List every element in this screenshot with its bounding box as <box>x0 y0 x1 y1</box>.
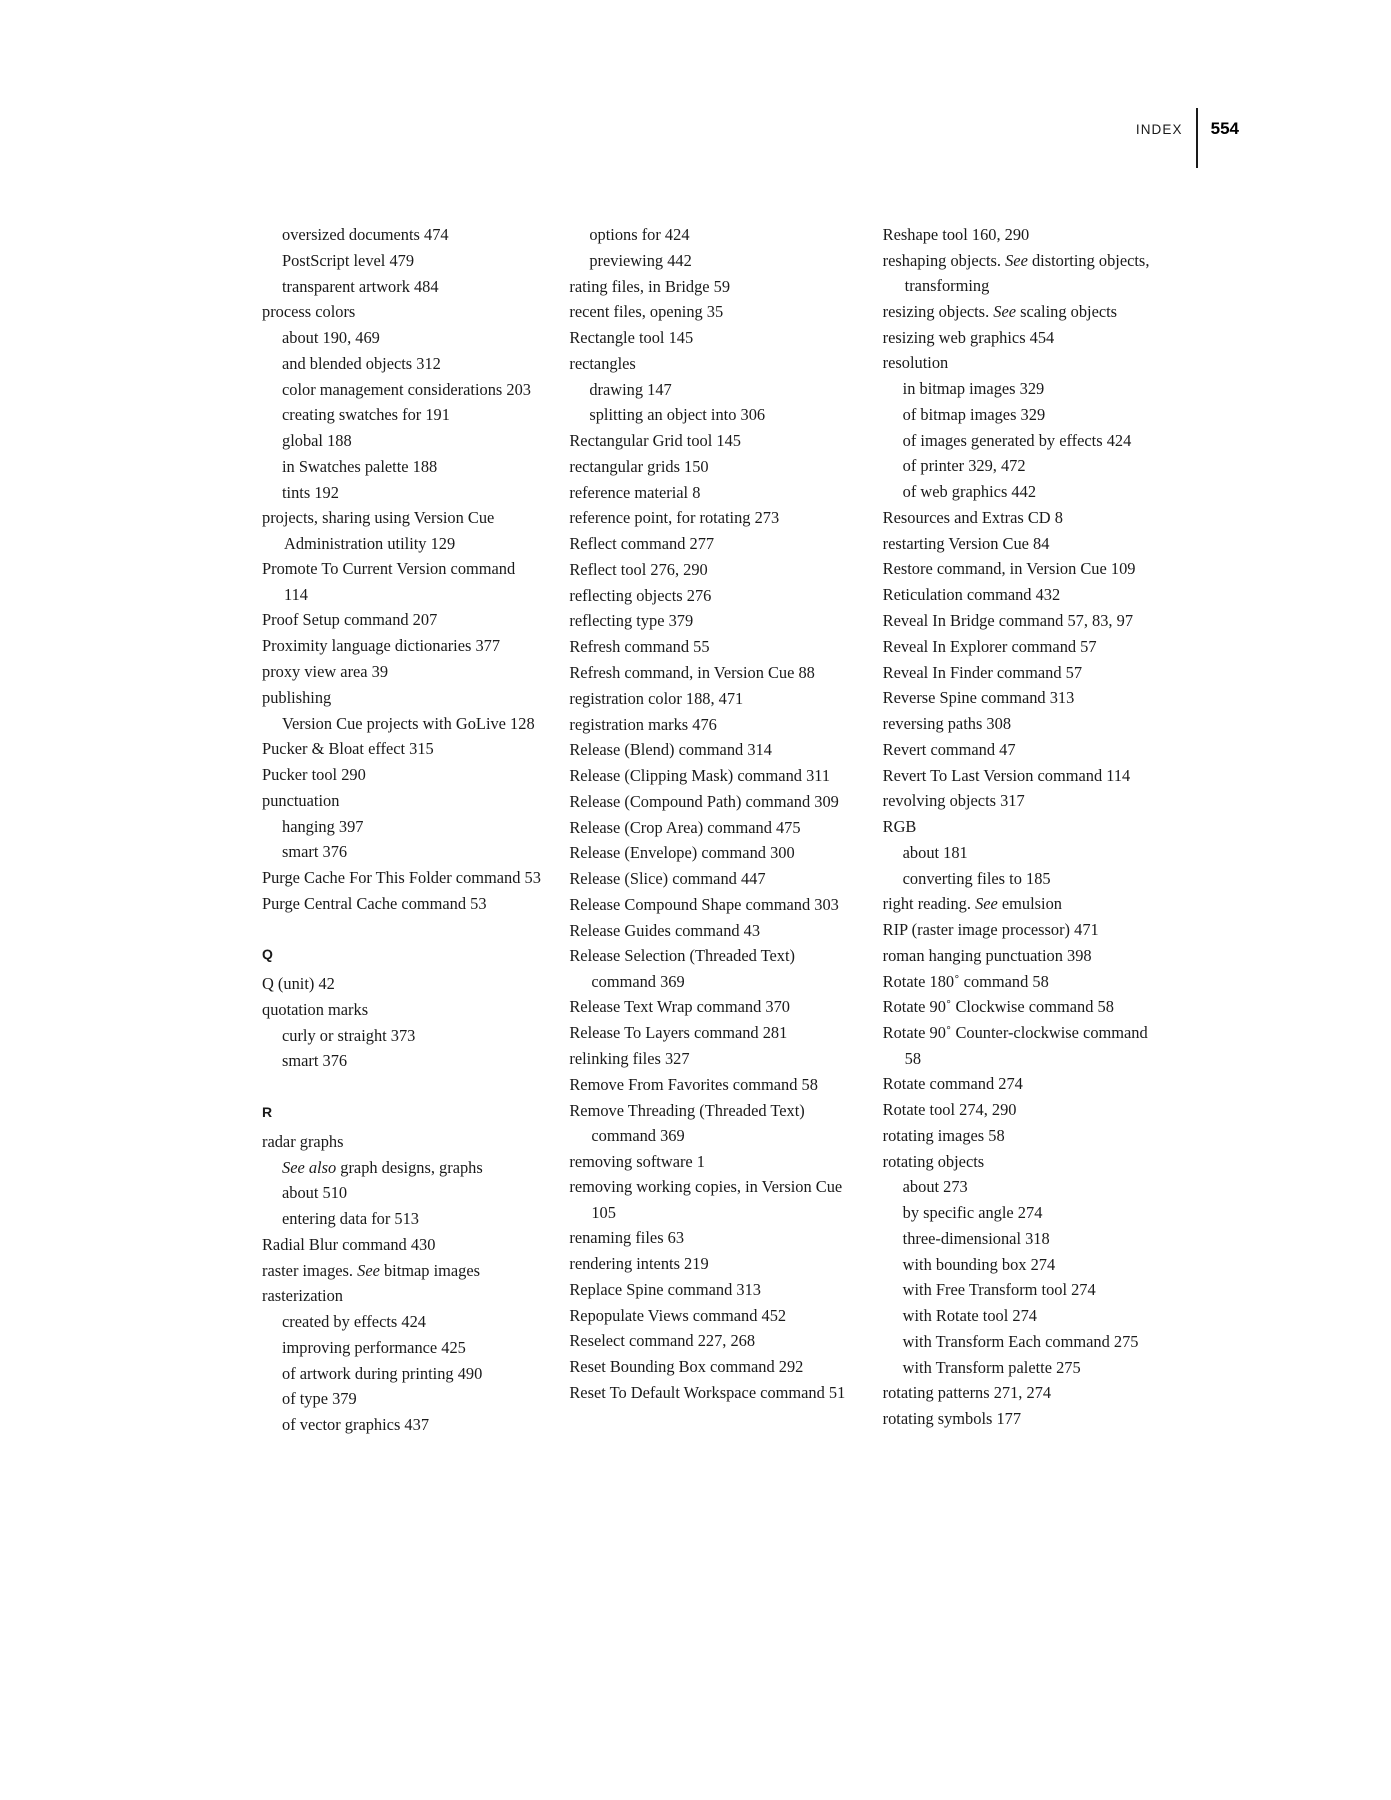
index-entry: recent files, opening 35 <box>569 302 724 322</box>
index-entry: Rectangular Grid tool 145 <box>569 431 741 451</box>
index-entry: Reselect command 227, 268 <box>569 1331 756 1351</box>
index-entry: Pucker & Bloat effect 315 <box>262 739 434 759</box>
index-entry: with bounding box 274 <box>902 1254 1056 1274</box>
index-column-2 <box>569 222 854 1438</box>
index-entry: Rotate 180˚ command 58 <box>882 971 1049 991</box>
index-entry: proxy view area 39 <box>262 662 389 682</box>
index-entry: about 190, 469 <box>282 328 380 348</box>
index-entry: Release (Slice) command 447 <box>569 869 766 889</box>
index-entry: Reverse Spine command 313 <box>882 688 1075 708</box>
index-entry: Refresh command, in Version Cue 88 <box>569 663 815 683</box>
index-entry: rasterization <box>262 1286 344 1306</box>
index-entry: Reshape tool 160, 290 <box>882 225 1030 244</box>
index-entry: Rotate 90˚ Clockwise command 58 <box>882 997 1114 1017</box>
index-entry: in bitmap images 329 <box>902 379 1045 399</box>
index-entry: Purge Cache For This Folder command 53 <box>262 868 541 888</box>
index-entry: of type 379 <box>282 1389 357 1409</box>
index-entry: global 188 <box>282 431 352 451</box>
index-entry: by specific angle 274 <box>902 1203 1043 1223</box>
index-entry: created by effects 424 <box>282 1312 426 1332</box>
index-entry: with Transform palette 275 <box>902 1357 1081 1377</box>
index-entry: smart 376 <box>282 842 348 862</box>
header-label: INDEX <box>1135 121 1183 137</box>
index-entry: radar graphs <box>262 1131 344 1151</box>
index-entry: publishing <box>262 687 332 707</box>
index-entry: in Swatches palette 188 <box>282 456 438 476</box>
index-entry: rating files, in Bridge 59 <box>569 276 731 296</box>
index-entry: Release (Compound Path) command 309 <box>569 791 839 811</box>
index-entry: Purge Central Cache command 53 <box>262 893 487 913</box>
index-entry: reflecting objects 276 <box>569 585 712 605</box>
index-entry: Reset Bounding Box command 292 <box>569 1357 804 1377</box>
index-entry: Reveal In Bridge command 57, 83, 97 <box>882 610 1134 630</box>
index-entry: Q (unit) 42 <box>262 974 335 994</box>
index-entry: Reset To Default Workspace command 51 <box>569 1382 846 1402</box>
index-entry: Release (Blend) command 314 <box>569 740 772 760</box>
index-entry: smart 376 <box>282 1051 348 1071</box>
index-entry: of web graphics 442 <box>902 482 1037 502</box>
index-entry: Reflect command 277 <box>569 534 715 554</box>
index-entry: rotating images 58 <box>882 1125 1005 1145</box>
index-entry: renaming files 63 <box>569 1228 685 1248</box>
index-entry: with Rotate tool 274 <box>902 1306 1037 1326</box>
index-entry: reference point, for rotating 273 <box>569 508 780 528</box>
index-entry: of printer 329, 472 <box>902 456 1026 476</box>
index-entry: revolving objects 317 <box>882 791 1025 811</box>
index-entry: transparent artwork 484 <box>282 276 439 296</box>
index-entry: about 181 <box>902 842 968 862</box>
index-entry: Pucker tool 290 <box>262 765 366 785</box>
index-entry: process colors <box>262 302 356 322</box>
index-entry: Repopulate Views command 452 <box>569 1305 787 1325</box>
index-entry: Release (Envelope) command 300 <box>569 843 795 863</box>
index-entry: Release Selection (Threaded Text) command 369 <box>569 946 796 991</box>
index-entry: rotating patterns 271, 274 <box>882 1383 1052 1403</box>
index-entry: See also graph designs, graphs <box>282 1157 483 1177</box>
index-entry: drawing 147 <box>589 379 672 399</box>
index-entry: projects, sharing using Version Cue Administration utility 129 <box>262 508 495 553</box>
index-entry: Resources and Extras CD 8 <box>882 507 1063 527</box>
index-entry: Promote To Current Version command 114 <box>262 559 516 604</box>
index-entry: Revert To Last Version command 114 <box>882 765 1131 785</box>
index-entry: three-dimensional 318 <box>902 1228 1050 1248</box>
index-entry: about 273 <box>902 1177 968 1197</box>
index-entry: Reflect tool 276, 290 <box>569 559 708 579</box>
index-column-1 <box>262 222 541 1438</box>
index-entry: Release Compound Shape command 303 <box>569 894 839 914</box>
page-number: 554 <box>1210 119 1239 138</box>
index-entry: Revert command 47 <box>882 739 1016 759</box>
index-entry: Release (Clipping Mask) command 311 <box>569 766 831 786</box>
index-entry: right reading. See emulsion <box>882 894 1063 914</box>
index-entry: reflecting type 379 <box>569 611 694 631</box>
index-entry: previewing 442 <box>589 250 692 270</box>
index-entry: Refresh command 55 <box>569 637 710 657</box>
index-entry: Reticulation command 432 <box>882 585 1061 605</box>
index-entry: reference material 8 <box>569 482 701 502</box>
index-entry: of bitmap images 329 <box>902 404 1046 424</box>
index-entry: resizing web graphics 454 <box>882 327 1055 347</box>
index-entry: Release Text Wrap command 370 <box>569 997 790 1017</box>
index-entry: Restore command, in Version Cue 109 <box>882 559 1136 579</box>
index-entry: of images generated by effects 424 <box>902 430 1132 450</box>
index-entry: Reveal In Finder command 57 <box>882 662 1083 682</box>
index-entry: color management considerations 203 <box>282 379 531 399</box>
index-entry: converting files to 185 <box>902 868 1051 888</box>
index-entry: PostScript level 479 <box>282 250 415 270</box>
index-entry: Release (Crop Area) command 475 <box>569 817 801 837</box>
index-entry: entering data for 513 <box>282 1209 419 1229</box>
index-entry: hanging 397 <box>282 816 364 836</box>
index-entry: Replace Spine command 313 <box>569 1279 761 1299</box>
index-entry: resolution <box>882 353 949 373</box>
index-entry: creating swatches for 191 <box>282 405 450 425</box>
index-entry: of artwork during printing 490 <box>282 1363 483 1383</box>
index-entry: options for 424 <box>589 225 690 244</box>
index-entry: Remove From Favorites command 58 <box>569 1074 818 1094</box>
index-entry: Rotate 90˚ Counter-clockwise command 58 <box>882 1023 1148 1068</box>
index-entry: Release Guides command 43 <box>569 920 761 940</box>
index-entry: Release To Layers command 281 <box>569 1023 788 1043</box>
index-entry: registration marks 476 <box>569 714 717 734</box>
index-entry: splitting an object into 306 <box>589 405 766 425</box>
index-entry: with Transform Each command 275 <box>902 1331 1139 1351</box>
index-entry: reversing paths 308 <box>882 714 1012 734</box>
index-entry: reshaping objects. See distorting objects, transforming <box>882 250 1150 296</box>
index-entry: Reveal In Explorer command 57 <box>882 636 1097 656</box>
index-column-3 <box>883 222 1162 1438</box>
page-header <box>1136 112 1239 146</box>
index-columns <box>262 222 1162 1438</box>
index-entry: rectangles <box>569 353 636 373</box>
index-entry: punctuation <box>262 790 340 810</box>
index-entry: rendering intents 219 <box>569 1254 709 1274</box>
index-entry: rotating symbols 177 <box>882 1409 1022 1429</box>
index-entry: roman hanging punctuation 398 <box>882 945 1092 965</box>
index-entry: and blended objects 312 <box>282 353 441 373</box>
index-entry: oversized documents 474 <box>282 225 449 244</box>
index-entry: of vector graphics 437 <box>282 1415 430 1435</box>
index-entry: Proximity language dictionaries 377 <box>262 636 501 656</box>
index-entry: with Free Transform tool 274 <box>902 1280 1096 1300</box>
index-entry: improving performance 425 <box>282 1337 466 1357</box>
index-entry: RGB <box>882 817 917 837</box>
index-entry: Proof Setup command 207 <box>262 610 438 630</box>
index-entry: Radial Blur command 430 <box>262 1234 436 1254</box>
index-entry: raster images. See bitmap images <box>262 1260 481 1280</box>
index-entry: Rectangle tool 145 <box>569 328 694 348</box>
index-letter-heading: R <box>262 1103 273 1120</box>
index-entry: quotation marks <box>262 999 369 1019</box>
index-entry: resizing objects. See scaling objects <box>882 301 1118 321</box>
index-entry: relinking files 327 <box>569 1049 690 1068</box>
index-entry: Version Cue projects with GoLive 128 <box>282 713 535 733</box>
index-entry: tints 192 <box>282 482 339 502</box>
index-entry: rectangular grids 150 <box>569 456 709 476</box>
index-entry: removing software 1 <box>569 1151 705 1171</box>
index-entry: Remove Threading (Threaded Text) command 369 <box>569 1100 805 1145</box>
index-entry: RIP (raster image processor) 471 <box>882 920 1099 940</box>
index-entry: Rotate command 274 <box>882 1074 1023 1094</box>
index-entry: registration color 188, 471 <box>569 688 744 708</box>
index-entry: curly or straight 373 <box>282 1025 416 1045</box>
index-letter-heading: Q <box>262 946 274 963</box>
index-entry: Rotate tool 274, 290 <box>882 1100 1017 1120</box>
index-entry: rotating objects <box>882 1151 985 1171</box>
index-entry: restarting Version Cue 84 <box>882 533 1050 553</box>
index-entry: removing working copies, in Version Cue 105 <box>569 1177 843 1222</box>
index-entry: about 510 <box>282 1183 348 1203</box>
